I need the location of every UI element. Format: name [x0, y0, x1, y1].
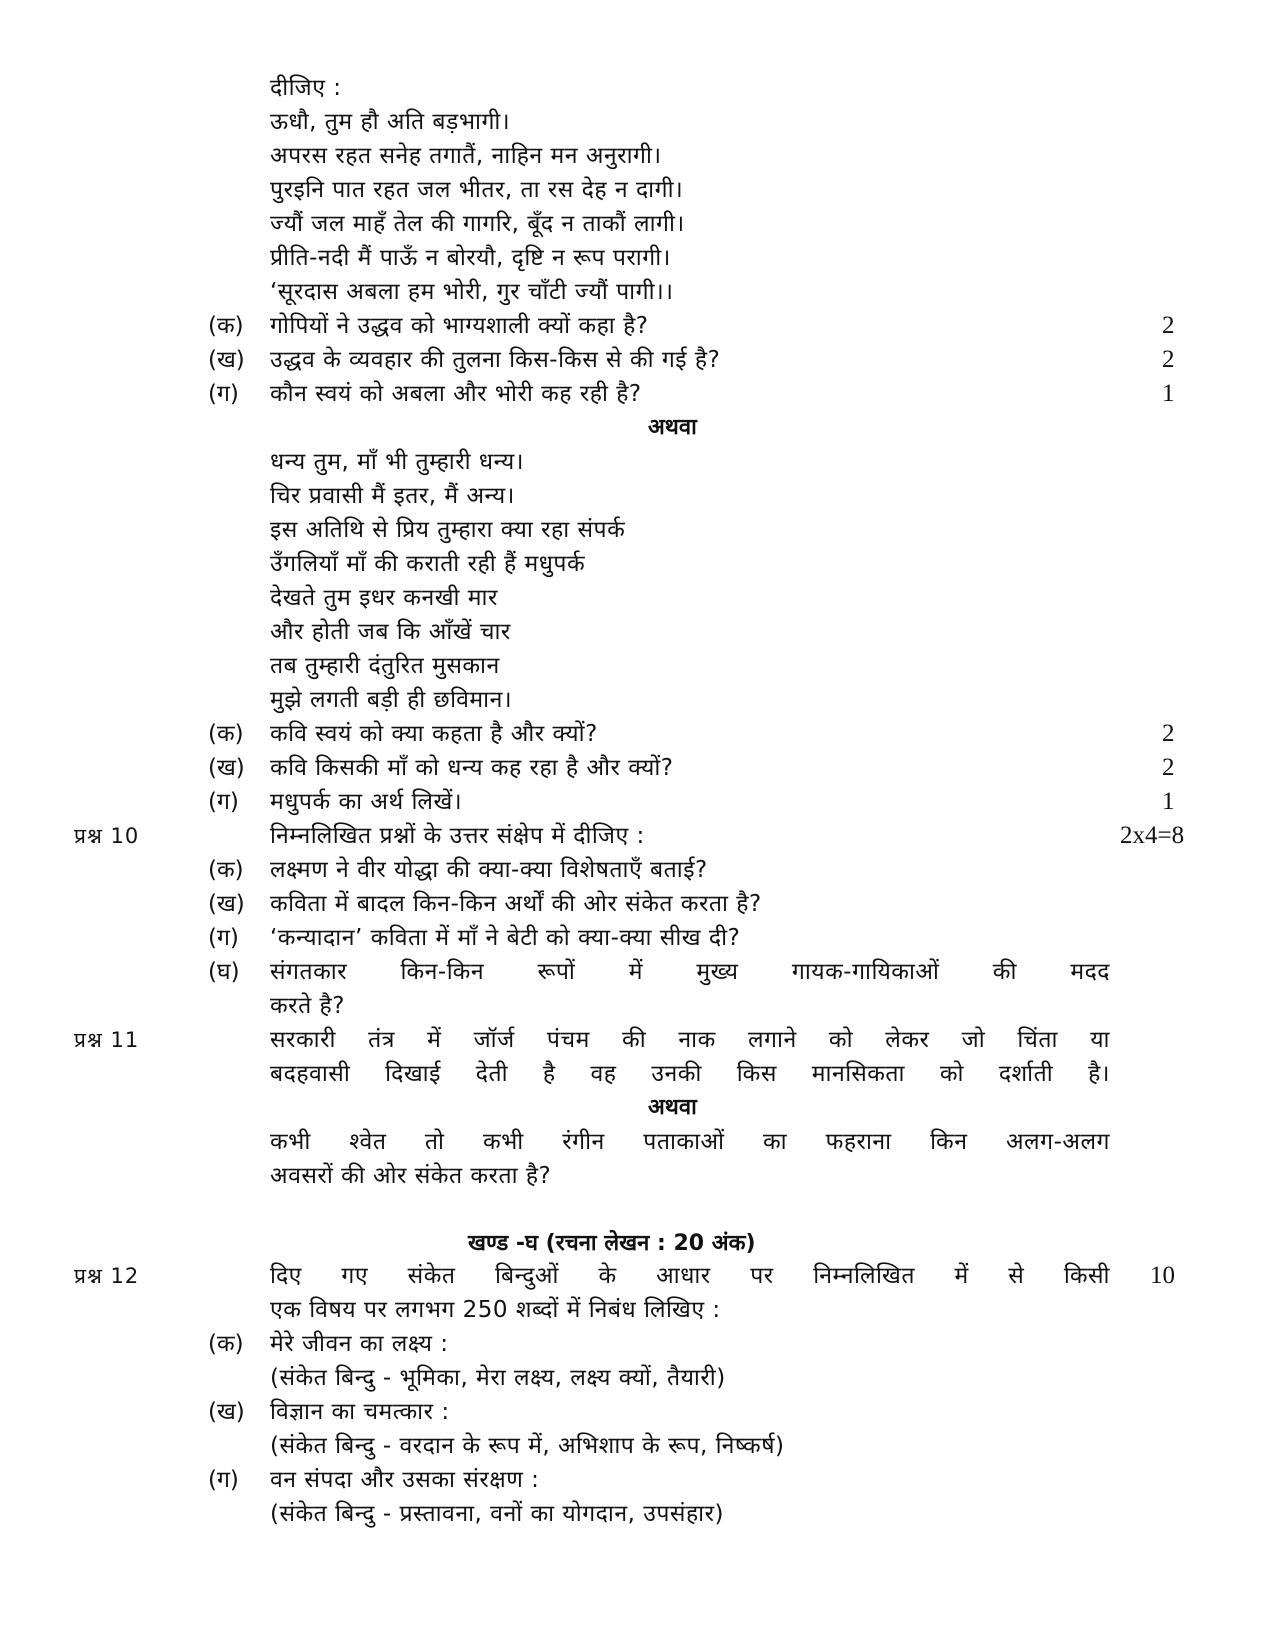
question-marks: 2x4=8 [1120, 822, 1185, 849]
topic-hints: (संकेत बिन्दु - भूमिका, मेरा लक्ष्य, लक्ष्य क्यों, तैयारी) [270, 1365, 726, 1391]
question-marks: 2 [1162, 312, 1175, 339]
question-text: कविता में बादल किन-किन अर्थों की ओर संकेत करता है? [270, 891, 762, 917]
athva-divider: अथवा [648, 1095, 697, 1120]
poem-line: प्रीति-नदी मैं पाऊँ न बोरयौ, दृष्टि न रूप परागी। [270, 245, 671, 271]
poem-line: ‘सूरदास अबला हम भोरी, गुर चाँटी ज्यौं पागी।। [270, 279, 674, 305]
question-marks: 2 [1162, 346, 1175, 373]
poem-line: तब तुम्हारी दंतुरित मुसकान [270, 653, 500, 679]
question-text: उद्धव के व्यवहार की तुलना किस-किस से की गई है? [270, 347, 721, 373]
question-label: (ग) [208, 925, 239, 951]
question-text: बदहवासी दिखाई देती है वह उनकी किस मानसिकता को दर्शाती है। [270, 1061, 1110, 1087]
question-text: एक विषय पर लगभग 250 शब्दों में निबंध लिखिए : [270, 1297, 721, 1323]
question-text: गोपियों ने उद्धव को भाग्यशाली क्यों कहा है? [270, 313, 649, 339]
question-number: प्रश्न 12 [74, 1264, 140, 1288]
question-label: (ख) [208, 347, 245, 373]
question-number: प्रश्न 11 [74, 1028, 140, 1052]
question-text: मधुपर्क का अर्थ लिखें। [270, 789, 463, 815]
poem-line: ज्यौं जल माहँ तेल की गागरि, बूँद न ताकौं लागी। [270, 211, 685, 237]
question-label: (क) [208, 313, 244, 339]
instruction-text: दीजिए : [270, 75, 342, 101]
topic-title: मेरे जीवन का लक्ष्य : [270, 1331, 449, 1357]
question-text: कभी श्वेत तो कभी रंगीन पताकाओं का फहराना किन अलग-अलग [270, 1129, 1110, 1155]
question-marks: 10 [1150, 1262, 1175, 1289]
question-label: (क) [208, 721, 244, 747]
topic-label: (क) [208, 1331, 244, 1357]
topic-hints: (संकेत बिन्दु - प्रस्तावना, वनों का योगदान, उपसंहार) [270, 1501, 724, 1527]
question-label: (क) [208, 857, 244, 883]
question-text: संगतकार किन-किन रूपों में मुख्य गायक-गायिकाओं की मदद [270, 959, 1110, 985]
poem-line: और होती जब कि आँखें चार [270, 619, 511, 645]
poem-line: धन्य तुम, माँ भी तुम्हारी धन्य। [270, 449, 524, 475]
question-label: (ग) [208, 381, 239, 407]
topic-hints: (संकेत बिन्दु - वरदान के रूप में, अभिशाप के रूप, निष्कर्ष) [270, 1433, 785, 1459]
question-text: कवि किसकी माँ को धन्य कह रहा है और क्यों? [270, 755, 674, 781]
question-label: (घ) [208, 959, 240, 985]
poem-line: मुझे लगती बड़ी ही छविमान। [270, 687, 513, 713]
topic-label: (ग) [208, 1467, 239, 1493]
question-text: अवसरों की ओर संकेत करता है? [270, 1163, 552, 1189]
question-text: ‘कन्यादान’ कविता में माँ ने बेटी को क्या-क्या सीख दी? [270, 925, 741, 951]
question-text: करते है? [270, 993, 345, 1019]
question-marks: 1 [1162, 380, 1175, 407]
question-number: प्रश्न 10 [74, 824, 140, 848]
question-label: (ख) [208, 891, 245, 917]
athva-divider: अथवा [648, 415, 697, 440]
question-text: निम्नलिखित प्रश्नों के उत्तर संक्षेप में दीजिए : [270, 823, 645, 849]
poem-line: पुरइनि पात रहत जल भीतर, ता रस देह न दागी। [270, 177, 684, 203]
section-heading: खण्ड -घ (रचना लेखन : 20 अंक) [468, 1231, 756, 1256]
poem-line: देखते तुम इधर कनखी मार [270, 585, 498, 611]
question-label: (ग) [208, 789, 239, 815]
topic-label: (ख) [208, 1399, 245, 1425]
question-marks: 2 [1162, 720, 1175, 747]
question-marks: 1 [1162, 788, 1175, 815]
poem-line: अपरस रहत सनेह तगातैं, नाहिन मन अनुरागी। [270, 143, 662, 169]
question-text: कवि स्वयं को क्या कहता है और क्यों? [270, 721, 598, 747]
question-text: कौन स्वयं को अबला और भोरी कह रही है? [270, 381, 642, 407]
poem-line: ऊधौ, तुम हौ अति बड़भागी। [270, 109, 511, 135]
question-text: दिए गए संकेत बिन्दुओं के आधार पर निम्नलिखित में से किसी [270, 1263, 1110, 1289]
topic-title: विज्ञान का चमत्कार : [270, 1399, 450, 1425]
question-text: सरकारी तंत्र में जॉर्ज पंचम की नाक लगाने को लेकर जो चिंता या [270, 1027, 1110, 1053]
topic-title: वन संपदा और उसका संरक्षण : [270, 1467, 540, 1493]
poem-line: उँगलियाँ माँ की कराती रही हैं मधुपर्क [270, 551, 586, 577]
question-label: (ख) [208, 755, 245, 781]
poem-line: चिर प्रवासी मैं इतर, मैं अन्य। [270, 483, 515, 509]
question-text: लक्ष्मण ने वीर योद्धा की क्या-क्या विशेषताएँ बताई? [270, 857, 708, 883]
question-marks: 2 [1162, 754, 1175, 781]
poem-line: इस अतिथि से प्रिय तुम्हारा क्या रहा संपर्क [270, 517, 626, 543]
